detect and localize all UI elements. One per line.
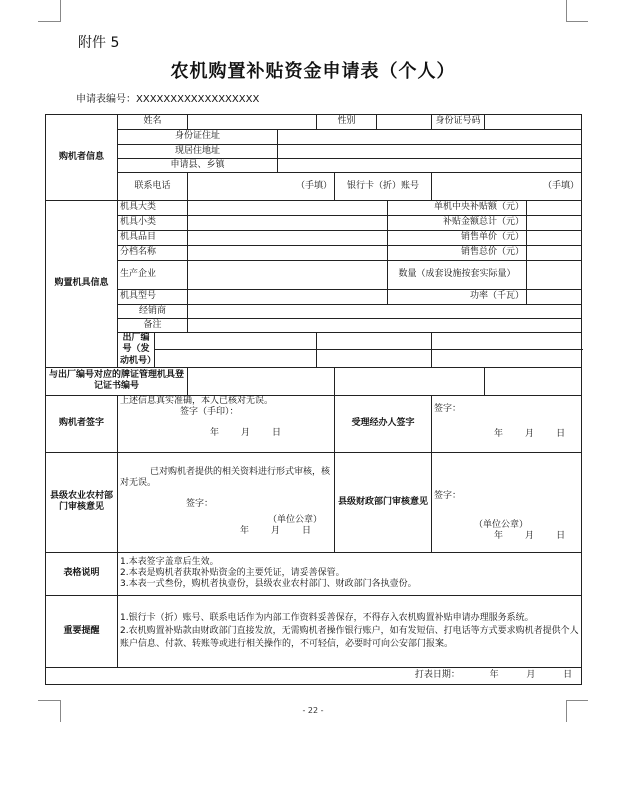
agri-review-box[interactable] bbox=[118, 452, 335, 552]
total-price-field[interactable] bbox=[527, 246, 582, 261]
factory-number-field-1[interactable] bbox=[155, 333, 317, 350]
application-number: 申请表编号：XXXXXXXXXXXXXXXXXX bbox=[76, 94, 260, 105]
factory-number-field-6[interactable] bbox=[432, 350, 582, 367]
crop-mark bbox=[566, 21, 588, 22]
reminder-line: 2.农机购置补贴款由财政部门直接发放，无需购机者操作银行账户，如有发短信、打电话等方式要求购机者提供个人账户信息、付款、转账等或进行相关操作的，不可轻信，必要时可向公安部门报案。 bbox=[120, 625, 579, 649]
reminder-line: 1.银行卡（折）账号、联系电话作为内部工作资料妥善保存，不得存入农机购置补贴申请办理服务系统。 bbox=[120, 612, 534, 623]
item-label: 机具品目 bbox=[118, 231, 188, 246]
bank-account-label: 银行卡（折）账号 bbox=[335, 173, 432, 201]
grade-field[interactable] bbox=[188, 246, 388, 261]
power-label: 功率（千瓦） bbox=[388, 290, 527, 305]
factory-number-field-4[interactable] bbox=[155, 350, 317, 367]
attachment-label: 附件 5 bbox=[78, 35, 120, 51]
agri-statement: 已对购机者提供的相关资料进行形式审核，核对无误。 bbox=[120, 466, 331, 488]
buyer-sign-label: 购机者签字 bbox=[46, 395, 118, 452]
subcategory-field[interactable] bbox=[188, 216, 388, 231]
notes-box bbox=[118, 552, 582, 595]
factory-number-field-2[interactable] bbox=[317, 333, 432, 350]
license-number-field-3[interactable] bbox=[485, 367, 582, 395]
page-title: 农机购置补贴资金申请表（个人） bbox=[170, 61, 456, 82]
county-town-label: 申请县、乡镇 bbox=[118, 159, 278, 173]
reminder-label: 重要提醒 bbox=[46, 595, 118, 667]
agri-signature-label: 签字： bbox=[186, 499, 214, 510]
name-label: 姓名 bbox=[118, 115, 188, 130]
unit-price-label: 销售单价（元） bbox=[388, 231, 527, 246]
model-label: 机具型号 bbox=[118, 290, 188, 305]
manufacturer-field[interactable] bbox=[188, 261, 388, 290]
notes-line: 3.本表一式叁份，购机者执壹份，县级农业农村部门、财政部门各执壹份。 bbox=[120, 579, 417, 590]
gender-field[interactable] bbox=[377, 115, 432, 130]
application-form bbox=[45, 114, 582, 685]
finance-seal: （单位公章） bbox=[474, 520, 529, 530]
bank-account-field[interactable] bbox=[432, 173, 582, 201]
crop-mark bbox=[38, 21, 60, 22]
finance-signature-label: 签字： bbox=[434, 490, 462, 501]
finance-review-label: 县级财政部门审核意见 bbox=[335, 452, 432, 552]
factory-number-field-5[interactable] bbox=[317, 350, 432, 367]
gender-label: 性别 bbox=[317, 115, 377, 130]
notes-label: 表格说明 bbox=[46, 552, 118, 595]
id-number-label: 身份证号码 bbox=[432, 115, 485, 130]
agri-seal: （单位公章） bbox=[268, 514, 323, 525]
phone-label: 联系电话 bbox=[118, 173, 188, 201]
buyer-signature-label: 签字（手印）： bbox=[180, 407, 239, 417]
remark-field[interactable] bbox=[188, 319, 582, 333]
total-price-label: 销售总价（元） bbox=[388, 246, 527, 261]
buyer-section-label: 购机者信息 bbox=[46, 115, 118, 201]
category-label: 机具大类 bbox=[118, 201, 188, 216]
page-number: - 22 - bbox=[302, 706, 324, 715]
factory-number-label: 出厂编号（发动机号） bbox=[118, 333, 155, 368]
quantity-label: 数量（成套设施按套实际量） bbox=[388, 261, 527, 290]
print-date-label: 打表日期： bbox=[414, 670, 460, 681]
phone-field[interactable] bbox=[188, 173, 335, 201]
item-field[interactable] bbox=[188, 231, 388, 246]
reminder-box bbox=[118, 595, 582, 667]
unit-price-field[interactable] bbox=[527, 231, 582, 246]
total-subsidy-field[interactable] bbox=[527, 216, 582, 231]
remark-label: 备注 bbox=[118, 319, 188, 333]
agent-signature-label: 签字： bbox=[434, 403, 462, 414]
crop-mark bbox=[60, 0, 61, 22]
print-date-row: 打表日期： 年 月 日 bbox=[46, 667, 582, 684]
dealer-field[interactable] bbox=[188, 305, 582, 319]
agri-sign-date: 年 月 日 bbox=[240, 525, 312, 536]
agent-sign-label: 受理经办人签字 bbox=[335, 395, 432, 452]
crop-mark bbox=[38, 700, 60, 701]
agent-sign-box[interactable] bbox=[432, 395, 582, 452]
category-field[interactable] bbox=[188, 201, 388, 216]
buyer-sign-box[interactable] bbox=[118, 395, 335, 452]
license-number-field-2[interactable] bbox=[335, 367, 485, 395]
current-address-field[interactable] bbox=[278, 145, 582, 159]
buyer-sign-date: 年 月 日 bbox=[210, 428, 282, 439]
factory-number-field-3[interactable] bbox=[432, 333, 582, 350]
id-number-field[interactable] bbox=[485, 115, 582, 130]
buyer-statement: 上述信息真实准确，本人已核对无误。 bbox=[120, 395, 274, 406]
agent-sign-date: 年 月 日 bbox=[494, 429, 566, 439]
grade-label: 分档名称 bbox=[118, 246, 188, 261]
subcategory-label: 机具小类 bbox=[118, 216, 188, 231]
agri-review-label: 县级农业农村部门审核意见 bbox=[46, 452, 118, 552]
central-subsidy-label: 单机中央补贴额（元） bbox=[388, 201, 527, 216]
county-town-field[interactable] bbox=[278, 159, 582, 173]
id-address-label: 身份证住址 bbox=[118, 130, 278, 145]
quantity-field[interactable] bbox=[527, 261, 582, 290]
finance-sign-date: 年 月 日 bbox=[494, 531, 566, 542]
name-field[interactable] bbox=[188, 115, 317, 130]
crop-mark bbox=[566, 700, 588, 701]
machine-section-label: 购置机具信息 bbox=[46, 201, 118, 368]
total-subsidy-label: 补贴金额总计（元） bbox=[388, 216, 527, 231]
finance-review-box[interactable] bbox=[432, 452, 582, 552]
model-field[interactable] bbox=[188, 290, 388, 305]
central-subsidy-field[interactable] bbox=[527, 201, 582, 216]
crop-mark bbox=[566, 0, 567, 22]
dealer-label: 经销商 bbox=[118, 305, 188, 319]
manufacturer-label: 生产企业 bbox=[118, 261, 188, 290]
phone-handwrite-note: （手填） bbox=[296, 180, 333, 191]
license-number-label: 与出厂编号对应的牌证管理机具登记证书编号 bbox=[46, 367, 188, 395]
current-address-label: 现居住地址 bbox=[118, 145, 278, 159]
bank-handwrite-note: （手填） bbox=[543, 180, 580, 191]
license-number-field-1[interactable] bbox=[188, 367, 335, 395]
notes-line: 1.本表签字盖章后生效。 bbox=[120, 556, 219, 567]
id-address-field[interactable] bbox=[278, 130, 582, 145]
power-field[interactable] bbox=[527, 290, 582, 305]
notes-line: 2.本表是购机者获取补贴资金的主要凭证，请妥善保管。 bbox=[120, 568, 345, 579]
